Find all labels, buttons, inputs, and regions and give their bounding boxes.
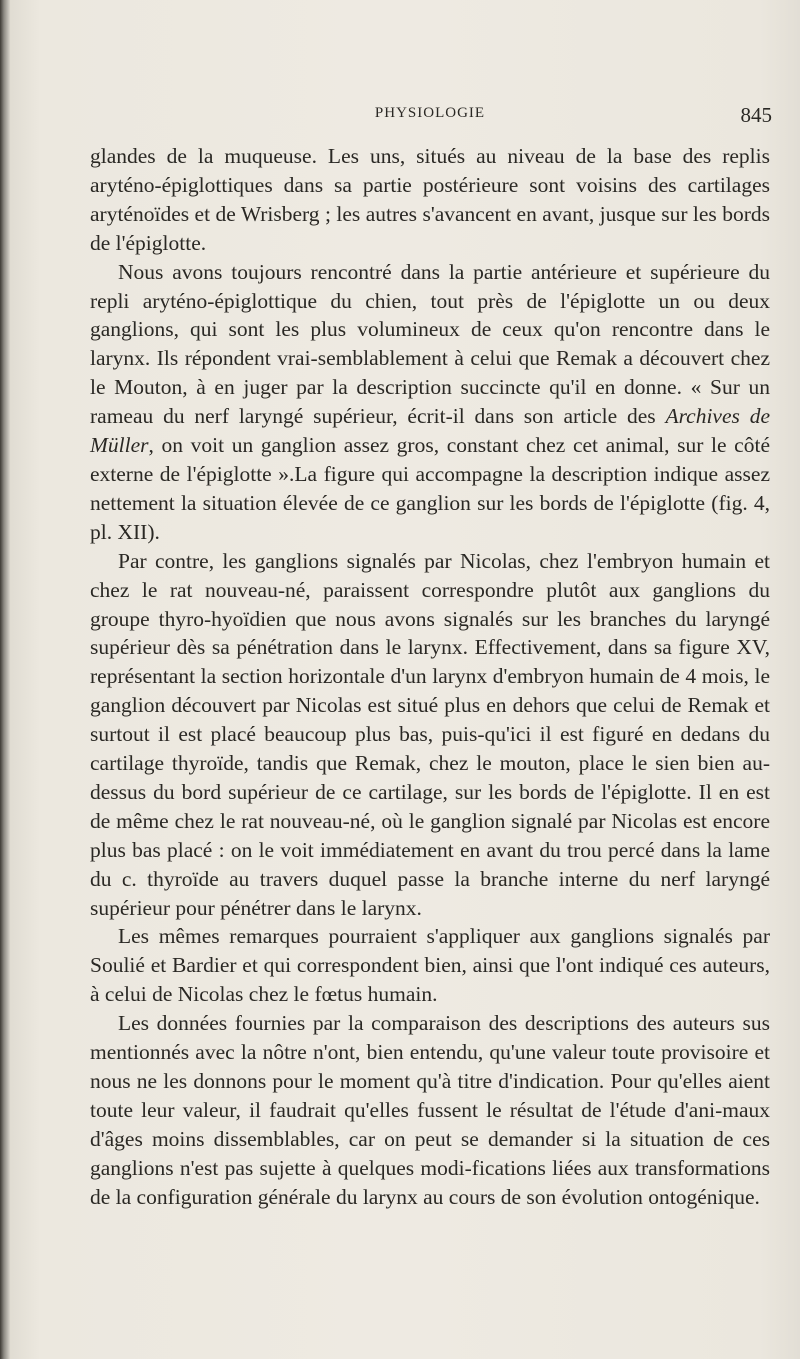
paragraph-4-text: Les mêmes remarques pourraient s'appliquer aux ganglions signalés par Soulié et Bardier et qui correspondent bien, ainsi que l'ont indiqué ces auteurs, à celui de Nicolas chez le fœtus humain. <box>90 924 770 1007</box>
paragraph-5 <box>90 1009 770 1211</box>
page-binding-edge <box>0 0 10 1359</box>
body-text <box>90 142 770 1212</box>
paragraph-1-text: glandes de la muqueuse. Les uns, situés au niveau de la base des replis aryténo-épiglottiques dans sa partie postérieure sont voisins des cartilages aryténoïdes et de Wrisberg ; les autres s'avancent en avant, jusque sur les bords de l'épiglotte. <box>90 144 770 255</box>
paragraph-3-text: Par contre, les ganglions signalés par Nicolas, chez l'embryon humain et chez le rat nouveau-né, paraissent correspondre plutôt aux ganglions du groupe thyro-hyoïdien que nous avons signalés sur les branches du laryngé supérieur dès sa pénétration dans le larynx. Effectivement, dans sa figure XV, représentant la section horizontale d'un larynx d'embryon humain de 4 mois, le ganglion découvert par Nicolas est situé plus en dehors que celui de Remak et surtout il est placé beaucoup plus bas, puis-qu'ici il est figuré en dedans du cartilage thyroïde, tandis que Remak, chez le mouton, place le sien bien au-dessus du bord supérieur de ce cartilage, sur les bords de l'épiglotte. Il en est de même chez le rat nouveau-né, où le ganglion signalé par Nicolas est encore plus bas placé : on le voit immédiatement en avant du trou percé dans la lame du c. thyroïde au travers duquel passe la branche interne du nerf laryngé supérieur pour pénétrer dans le larynx. <box>90 548 770 920</box>
running-title: PHYSIOLOGIE <box>374 105 486 121</box>
paragraph-1 <box>90 142 770 258</box>
paragraph-2-text-a: Nous avons toujours rencontré dans la partie antérieure et supérieure du repli aryténo-épiglottique du chien, tout près de l'épiglotte un ou deux ganglions, qui sont les plus volumineux de ceux qu'on rencontre dans le larynx. Ils répondent vrai-semblablement à celui que Remak a découvert chez le Mouton, à en juger par la description succincte qu'il en donne. « Sur un rameau du nerf laryngé supérieur, écrit-il dans son article des <box>90 259 770 429</box>
paragraph-4 <box>90 922 770 1009</box>
paragraph-2 <box>90 258 770 547</box>
journal-title-italic: Archives de Müller <box>90 404 770 458</box>
paragraph-2-text-b: , on voit un ganglion assez gros, constant chez cet animal, sur le côté externe de l'épiglotte ».La figure qui accompagne la description indique assez nettement la situation élevée de ce ganglion sur les bords de l'épiglotte (fig. 4, pl. XII). <box>90 433 770 544</box>
page-number: 845 <box>740 103 772 127</box>
running-head <box>90 103 770 127</box>
paragraph-3 <box>90 547 770 923</box>
paragraph-5-text: Les données fournies par la comparaison des descriptions des auteurs sus mentionnés avec la nôtre n'ont, bien entendu, qu'une valeur toute provisoire et nous ne les donnons pour le moment qu'à titre d'indication. Pour qu'elles aient toute leur valeur, il faudrait qu'elles fussent le résultat de l'étude d'ani-maux d'âges moins dissemblables, car on peut se demander si la situation de ces ganglions n'est pas sujette à quelques modi-fications liées aux transformations de la configuration générale du larynx au cours de son évolution ontogénique. <box>90 1011 770 1209</box>
